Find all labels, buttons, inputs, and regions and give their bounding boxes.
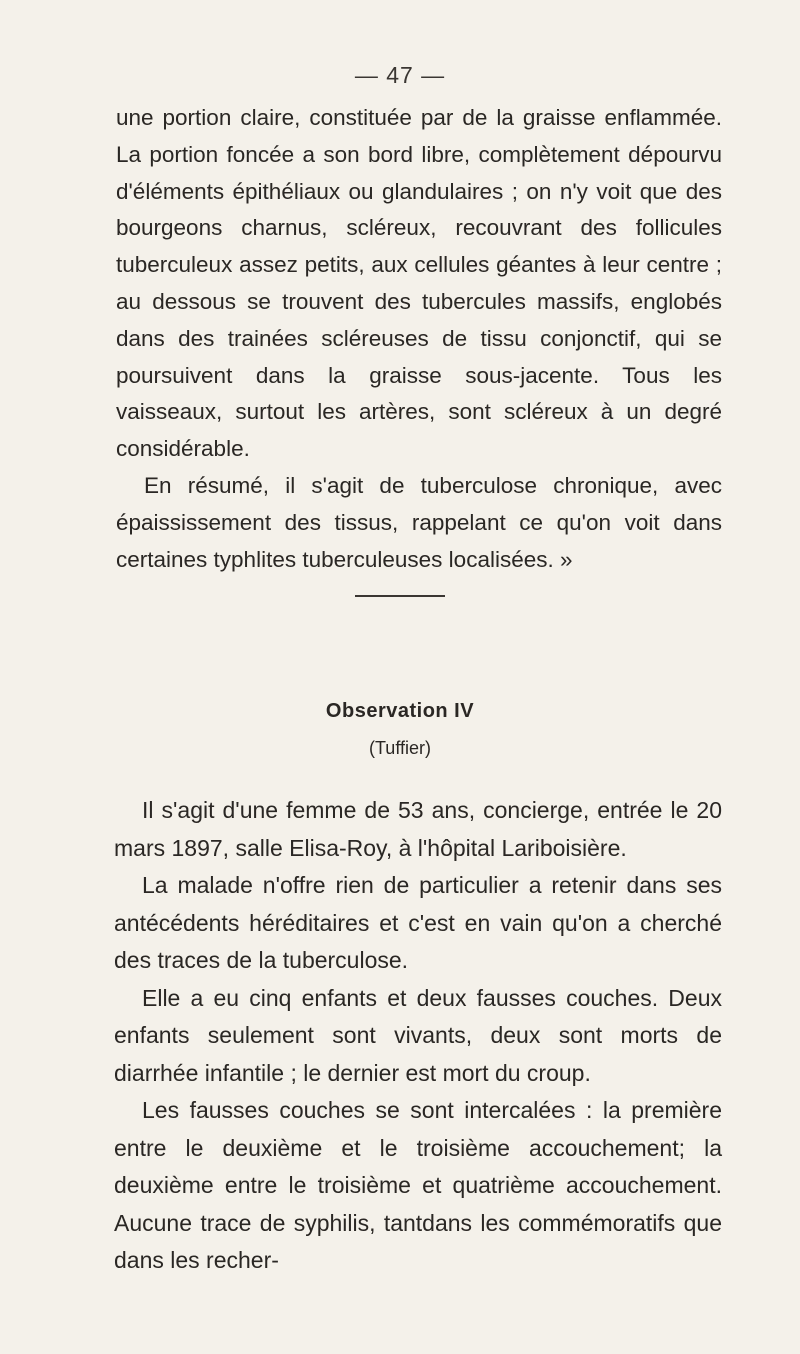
section-separator — [355, 595, 445, 597]
paragraph: En résumé, il s'agit de tuberculose chronique, avec épaississement des tissus, rappelant ce qu'on voit dans certaines typhlites tuberculeuses localisées. » — [116, 472, 722, 572]
observation-text — [114, 792, 722, 1280]
paragraph: Les fausses couches se sont intercalées : la première entre le deuxième et le troisième accouchement; la deuxième entre le troisième et quatrième accouchement. Aucune trace de syphilis, tantdans les commémoratifs que dans les recher- — [114, 1097, 722, 1273]
paragraph: Il s'agit d'une femme de 53 ans, concierge, entrée le 20 mars 1897, salle Elisa-Roy, à l'hôpital Lariboisière. — [114, 797, 722, 861]
paragraph: Elle a eu cinq enfants et deux fausses couches. Deux enfants seulement sont vivants, deux sont morts de diarrhée infantile ; le dernier est mort du croup. — [114, 984, 722, 1086]
observation-title: Observation IV — [325, 700, 475, 722]
paragraph: La malade n'offre rien de particulier a retenir dans ses antécédents héréditaires et c'est en vain qu'on a cherché des traces de la tuberculose. — [114, 872, 722, 973]
observation-author: (Tuffier) — [368, 738, 431, 758]
page-number: — 47 — — [354, 62, 446, 88]
paragraph: une portion claire, constituée par de la graisse enflammée. La portion foncée a son bord libre, complètement dépourvu d'éléments épithéliaux ou glandulaires ; on n'y voit que des bourgeons charnus, scléreux, recouvrant des follicules tuberculeux assez petits, aux cellules géantes à leur centre ; au dessous se trouvent des tubercules massifs, englobés dans des trainées scléreuses de tissu conjonctif, qui se poursuivent dans la graisse sous-jacente. Tous les vaisseaux, surtout les artères, sont scléreux à un degré considérable. — [116, 105, 722, 462]
continuation-text — [116, 100, 722, 578]
